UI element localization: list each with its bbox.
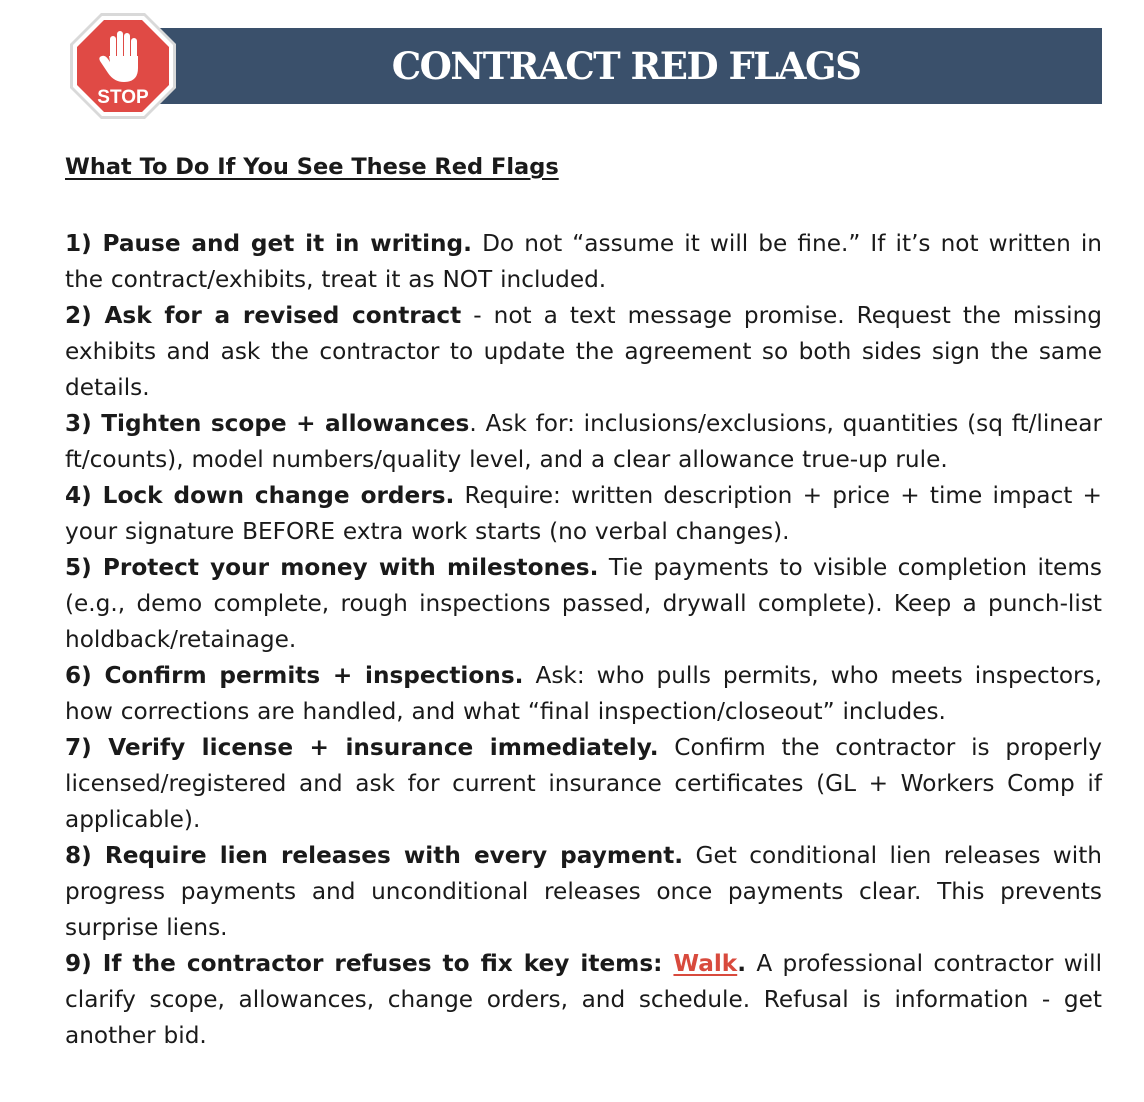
list-item (65, 406, 1102, 478)
list-item (65, 658, 1102, 730)
item-lead: 5) Protect your money with milestones. (65, 554, 599, 581)
item-text: Tie payments to visible completion items (e.g., demo complete, rough inspections passed, drywall complete). Keep a punch-list holdback/retainage. (65, 554, 1102, 653)
item-lead: 4) Lock down change orders. (65, 482, 455, 509)
item-lead: 7) Verify license + insurance immediately. (65, 734, 659, 761)
item-text: Require: written description + price + time impact + your signature BEFORE extra work starts (no verbal changes). (65, 482, 1102, 545)
item-text: Do not “assume it will be fine.” If it’s not written in the contract/exhibits, treat it as NOT included. (65, 230, 1102, 293)
list-item (65, 298, 1102, 406)
item-lead: 9) If the contractor refuses to fix key items: (65, 950, 674, 977)
item-text: . Ask for: inclusions/exclusions, quantities (sq ft/linear ft/counts), model numbers/quality level, and a clear allowance true-up rule. (65, 410, 1102, 473)
list-item (65, 478, 1102, 550)
item-text: Confirm the contractor is properly licensed/registered and ask for current insurance certificates (GL + Workers Comp if applicable). (65, 734, 1102, 833)
action-list (65, 226, 1102, 1054)
list-item (65, 730, 1102, 838)
item-lead-punct: . (737, 950, 747, 977)
item-lead: 6) Confirm permits + inspections. (65, 662, 524, 689)
stop-sign-label: STOP (97, 87, 149, 108)
item-lead: 8) Require lien releases with every payment. (65, 842, 684, 869)
list-item (65, 838, 1102, 946)
item-lead: 1) Pause and get it in writing. (65, 230, 472, 257)
item-lead: 3) Tighten scope + allowances (65, 410, 470, 437)
item-text: Get conditional lien releases with progress payments and unconditional releases once payments clear. This prevents surprise liens. (65, 842, 1103, 941)
section-heading: What To Do If You See These Red Flags (65, 154, 559, 180)
walk-link[interactable]: Walk (673, 950, 738, 977)
item-text: Ask: who pulls permits, who meets inspectors, how corrections are handled, and what “final inspection/closeout” includes. (65, 662, 1102, 725)
page-title: CONTRACT RED FLAGS (391, 44, 861, 88)
list-item (65, 550, 1102, 658)
list-item (65, 226, 1102, 298)
item-text: - not a text message promise. Request the missing exhibits and ask the contractor to update the agreement so both sides sign the same details. (65, 302, 1102, 401)
item-text: A professional contractor will clarify scope, allowances, change orders, and schedule. Refusal is information - get another bid. (65, 950, 1103, 1049)
list-item (65, 946, 1102, 1054)
stop-sign-icon (67, 10, 179, 122)
item-lead: 2) Ask for a revised contract (65, 302, 462, 329)
